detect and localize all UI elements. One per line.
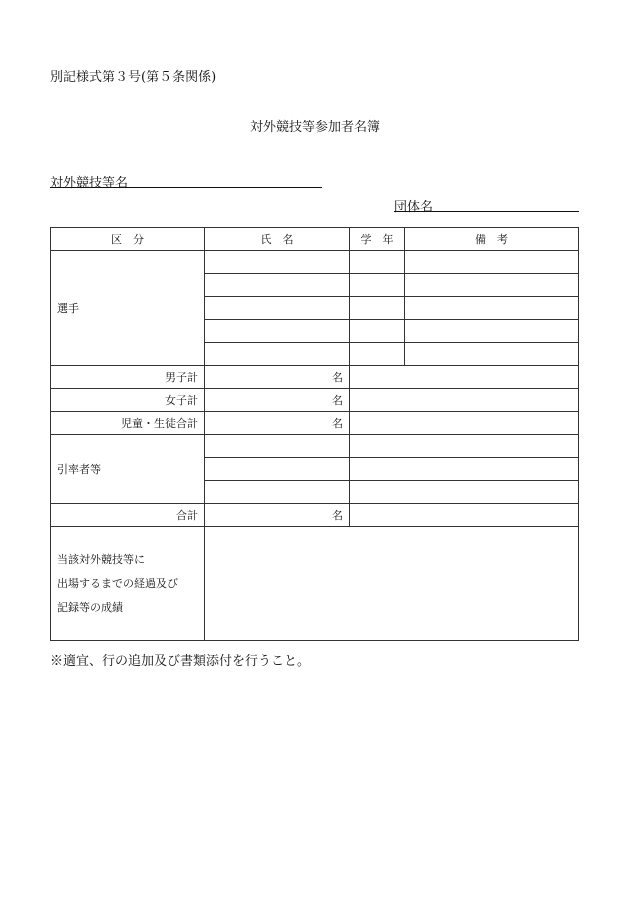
athlete-name-cell[interactable] [205, 274, 350, 297]
grand-total-row [51, 504, 579, 527]
female-total-label: 女子計 [51, 389, 205, 412]
grand-total-remarks-cell[interactable] [350, 504, 579, 527]
leader-name-cell[interactable] [205, 435, 350, 458]
count-unit: 名 [332, 394, 343, 407]
header-category: 区 分 [51, 228, 205, 251]
header-remarks: 備 考 [405, 228, 579, 251]
group-name-label: 団体名 [394, 200, 434, 215]
athlete-grade-cell[interactable] [350, 274, 405, 297]
athlete-grade-cell[interactable] [350, 343, 405, 366]
group-name-underline [394, 211, 579, 212]
students-total-label: 児童・生徒合計 [51, 412, 205, 435]
leader-remarks-cell[interactable] [350, 481, 579, 504]
athlete-name-cell[interactable] [205, 297, 350, 320]
footnote: ※適宜、行の追加及び書類添付を行うこと。 [50, 654, 311, 669]
leader-remarks-cell[interactable] [350, 458, 579, 481]
athlete-name-cell[interactable] [205, 343, 350, 366]
female-total-row [51, 389, 579, 412]
students-total-row [51, 412, 579, 435]
athlete-remarks-cell[interactable] [405, 320, 579, 343]
students-total-count-cell[interactable] [205, 412, 350, 435]
male-total-remarks-cell[interactable] [350, 366, 579, 389]
history-row [51, 527, 579, 641]
athlete-remarks-cell[interactable] [405, 343, 579, 366]
history-label [51, 527, 205, 641]
leader-name-cell[interactable] [205, 481, 350, 504]
document-title: 対外競技等参加者名簿 [249, 120, 380, 135]
male-total-count-cell[interactable] [205, 366, 350, 389]
count-unit: 名 [332, 371, 343, 384]
athlete-name-cell[interactable] [205, 320, 350, 343]
athlete-name-cell[interactable] [205, 251, 350, 274]
history-label-line: 記録等の成績 [57, 600, 123, 614]
athlete-remarks-cell[interactable] [405, 297, 579, 320]
history-label-line: 出場するまでの経過及び [57, 576, 178, 590]
athletes-label: 選手 [51, 251, 205, 366]
leader-remarks-cell[interactable] [350, 435, 579, 458]
grand-total-count-cell[interactable] [205, 504, 350, 527]
count-unit: 名 [332, 509, 343, 522]
grand-total-label: 合計 [51, 504, 205, 527]
history-content-cell[interactable] [205, 527, 579, 641]
leader-row [51, 435, 579, 458]
athlete-grade-cell[interactable] [350, 251, 405, 274]
leaders-label: 引率者等 [51, 435, 205, 504]
female-total-remarks-cell[interactable] [350, 389, 579, 412]
students-total-remarks-cell[interactable] [350, 412, 579, 435]
female-total-count-cell[interactable] [205, 389, 350, 412]
athlete-grade-cell[interactable] [350, 297, 405, 320]
athlete-row [51, 251, 579, 274]
athlete-grade-cell[interactable] [350, 320, 405, 343]
form-number-note: 別記様式第３号(第５条関係) [50, 70, 217, 85]
male-total-row [51, 366, 579, 389]
header-grade: 学 年 [350, 228, 405, 251]
athlete-remarks-cell[interactable] [405, 274, 579, 297]
male-total-label: 男子計 [51, 366, 205, 389]
table-header-row [51, 228, 579, 251]
event-name-underline [50, 187, 322, 188]
leader-name-cell[interactable] [205, 458, 350, 481]
athlete-remarks-cell[interactable] [405, 251, 579, 274]
header-name: 氏 名 [205, 228, 350, 251]
event-name-label: 対外競技等名 [50, 176, 129, 191]
history-label-line: 当該対外競技等に [57, 552, 145, 566]
participant-roster-table [50, 227, 579, 641]
count-unit: 名 [332, 417, 343, 430]
